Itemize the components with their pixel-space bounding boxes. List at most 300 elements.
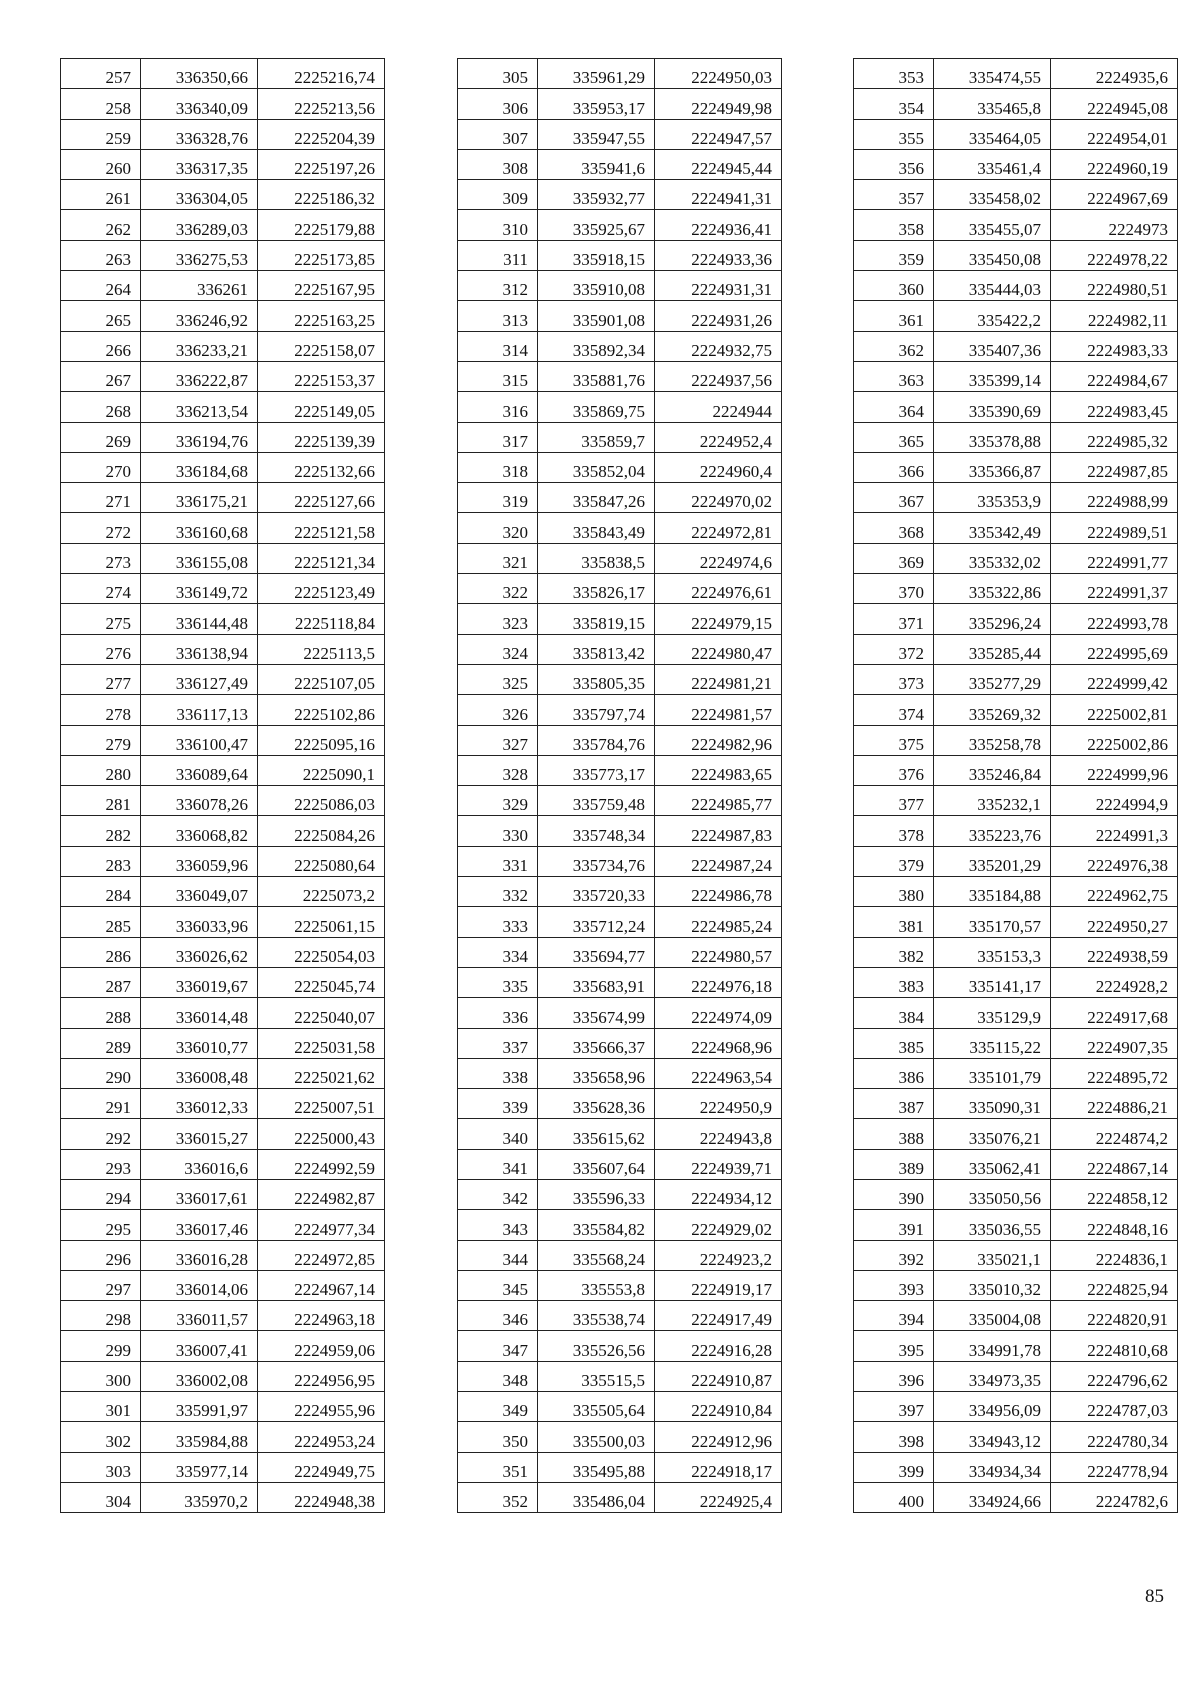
x-coordinate-cell: 336019,67: [141, 967, 258, 997]
table-row: [854, 240, 1178, 270]
table-row: [458, 483, 782, 513]
x-coordinate-cell: 336002,08: [141, 1361, 258, 1391]
point-number-cell: 399: [854, 1452, 934, 1482]
y-coordinate-cell: 2224931,31: [655, 271, 782, 301]
y-coordinate-cell: 2224976,61: [655, 574, 782, 604]
x-coordinate-cell: 335090,31: [934, 1089, 1051, 1119]
point-number-cell: 279: [61, 725, 141, 755]
y-coordinate-cell: 2225021,62: [258, 1058, 385, 1088]
y-coordinate-cell: 2224923,2: [655, 1240, 782, 1270]
point-number-cell: 330: [458, 816, 538, 846]
table-row: [854, 664, 1178, 694]
table-row: [854, 937, 1178, 967]
y-coordinate-cell: 2224952,4: [655, 422, 782, 452]
y-coordinate-cell: 2224988,99: [1051, 483, 1178, 513]
point-number-cell: 357: [854, 180, 934, 210]
x-coordinate-cell: 336049,07: [141, 877, 258, 907]
x-coordinate-cell: 335784,76: [538, 725, 655, 755]
x-coordinate-cell: 335901,08: [538, 301, 655, 331]
y-coordinate-cell: 2224974,09: [655, 998, 782, 1028]
x-coordinate-cell: 335538,74: [538, 1301, 655, 1331]
x-coordinate-cell: 335748,34: [538, 816, 655, 846]
y-coordinate-cell: 2224938,59: [1051, 937, 1178, 967]
point-number-cell: 343: [458, 1210, 538, 1240]
x-coordinate-cell: 336144,48: [141, 604, 258, 634]
x-coordinate-cell: 336261: [141, 271, 258, 301]
x-coordinate-cell: 335813,42: [538, 634, 655, 664]
y-coordinate-cell: 2224979,15: [655, 604, 782, 634]
y-coordinate-cell: 2224962,75: [1051, 877, 1178, 907]
table-row: [458, 392, 782, 422]
table-row: [61, 89, 385, 119]
point-number-cell: 378: [854, 816, 934, 846]
point-number-cell: 268: [61, 392, 141, 422]
table-row: [61, 755, 385, 785]
x-coordinate-cell: 335353,9: [934, 483, 1051, 513]
y-coordinate-cell: 2224939,71: [655, 1149, 782, 1179]
y-coordinate-cell: 2225045,74: [258, 967, 385, 997]
point-number-cell: 394: [854, 1301, 934, 1331]
x-coordinate-cell: 335223,76: [934, 816, 1051, 846]
table-row: [61, 967, 385, 997]
y-coordinate-cell: 2224929,02: [655, 1210, 782, 1240]
y-coordinate-cell: 2224895,72: [1051, 1058, 1178, 1088]
x-coordinate-cell: 336184,68: [141, 452, 258, 482]
table-row: [458, 240, 782, 270]
x-coordinate-cell: 335892,34: [538, 331, 655, 361]
point-number-cell: 316: [458, 392, 538, 422]
table-row: [854, 149, 1178, 179]
point-number-cell: 329: [458, 786, 538, 816]
table-row: [458, 543, 782, 573]
y-coordinate-cell: 2224984,67: [1051, 361, 1178, 391]
point-number-cell: 348: [458, 1361, 538, 1391]
point-number-cell: 301: [61, 1392, 141, 1422]
table-row: [854, 725, 1178, 755]
y-coordinate-cell: 2224936,41: [655, 210, 782, 240]
table-row: [854, 604, 1178, 634]
table-row: [458, 695, 782, 725]
table-row: [458, 1089, 782, 1119]
x-coordinate-cell: 336350,66: [141, 59, 258, 89]
table-row: [854, 1331, 1178, 1361]
table-row: [61, 695, 385, 725]
table-row: [854, 574, 1178, 604]
point-number-cell: 282: [61, 816, 141, 846]
point-number-cell: 295: [61, 1210, 141, 1240]
x-coordinate-cell: 335720,33: [538, 877, 655, 907]
table-row: [458, 1058, 782, 1088]
point-number-cell: 317: [458, 422, 538, 452]
y-coordinate-cell: 2224991,77: [1051, 543, 1178, 573]
table-row: [854, 1210, 1178, 1240]
x-coordinate-cell: 335004,08: [934, 1301, 1051, 1331]
x-coordinate-cell: 336014,06: [141, 1270, 258, 1300]
y-coordinate-cell: 2224858,12: [1051, 1179, 1178, 1209]
x-coordinate-cell: 336160,68: [141, 513, 258, 543]
point-number-cell: 341: [458, 1149, 538, 1179]
x-coordinate-cell: 335847,26: [538, 483, 655, 513]
x-coordinate-cell: 335010,32: [934, 1270, 1051, 1300]
y-coordinate-cell: 2224991,37: [1051, 574, 1178, 604]
x-coordinate-cell: 336138,94: [141, 634, 258, 664]
y-coordinate-cell: 2224960,19: [1051, 149, 1178, 179]
table-row: [854, 907, 1178, 937]
point-number-cell: 321: [458, 543, 538, 573]
y-coordinate-cell: 2224912,96: [655, 1422, 782, 1452]
y-coordinate-cell: 2224925,4: [655, 1482, 782, 1512]
point-number-cell: 367: [854, 483, 934, 513]
point-number-cell: 334: [458, 937, 538, 967]
x-coordinate-cell: 335683,91: [538, 967, 655, 997]
table-row: [854, 1119, 1178, 1149]
y-coordinate-cell: 2224994,9: [1051, 786, 1178, 816]
point-number-cell: 271: [61, 483, 141, 513]
point-number-cell: 312: [458, 271, 538, 301]
x-coordinate-cell: 336017,61: [141, 1179, 258, 1209]
x-coordinate-cell: 335474,55: [934, 59, 1051, 89]
x-coordinate-cell: 335674,99: [538, 998, 655, 1028]
point-number-cell: 347: [458, 1331, 538, 1361]
point-number-cell: 286: [61, 937, 141, 967]
y-coordinate-cell: 2224874,2: [1051, 1119, 1178, 1149]
x-coordinate-cell: 335450,08: [934, 240, 1051, 270]
table-row: [61, 725, 385, 755]
x-coordinate-cell: 335036,55: [934, 1210, 1051, 1240]
y-coordinate-cell: 2224970,02: [655, 483, 782, 513]
point-number-cell: 311: [458, 240, 538, 270]
y-coordinate-cell: 2224955,96: [258, 1392, 385, 1422]
x-coordinate-cell: 335486,04: [538, 1482, 655, 1512]
table-row: [61, 452, 385, 482]
y-coordinate-cell: 2225107,05: [258, 664, 385, 694]
table-row: [458, 1210, 782, 1240]
y-coordinate-cell: 2224945,08: [1051, 89, 1178, 119]
table-row: [458, 1392, 782, 1422]
table-row: [61, 1089, 385, 1119]
point-number-cell: 363: [854, 361, 934, 391]
point-number-cell: 273: [61, 543, 141, 573]
y-coordinate-cell: 2224983,65: [655, 755, 782, 785]
y-coordinate-cell: 2224963,54: [655, 1058, 782, 1088]
point-number-cell: 352: [458, 1482, 538, 1512]
x-coordinate-cell: 335322,86: [934, 574, 1051, 604]
x-coordinate-cell: 335615,62: [538, 1119, 655, 1149]
x-coordinate-cell: 335607,64: [538, 1149, 655, 1179]
x-coordinate-cell: 336289,03: [141, 210, 258, 240]
table-row: [458, 1028, 782, 1058]
x-coordinate-cell: 334924,66: [934, 1482, 1051, 1512]
point-number-cell: 292: [61, 1119, 141, 1149]
table-row: [854, 1149, 1178, 1179]
y-coordinate-cell: 2224937,56: [655, 361, 782, 391]
table-row: [61, 331, 385, 361]
point-number-cell: 262: [61, 210, 141, 240]
point-number-cell: 400: [854, 1482, 934, 1512]
point-number-cell: 266: [61, 331, 141, 361]
table-row: [458, 59, 782, 89]
point-number-cell: 379: [854, 846, 934, 876]
coordinates-table-2: [457, 58, 782, 1513]
x-coordinate-cell: 335505,64: [538, 1392, 655, 1422]
table-row: [458, 1361, 782, 1391]
table-row: [854, 846, 1178, 876]
table-row: [61, 998, 385, 1028]
y-coordinate-cell: 2224959,06: [258, 1331, 385, 1361]
x-coordinate-cell: 335526,56: [538, 1331, 655, 1361]
table-row: [61, 1179, 385, 1209]
table-row: [61, 240, 385, 270]
point-number-cell: 327: [458, 725, 538, 755]
table-row: [458, 119, 782, 149]
table-row: [854, 695, 1178, 725]
y-coordinate-cell: 2224933,36: [655, 240, 782, 270]
y-coordinate-cell: 2224987,24: [655, 846, 782, 876]
x-coordinate-cell: 336016,28: [141, 1240, 258, 1270]
y-coordinate-cell: 2224932,75: [655, 331, 782, 361]
y-coordinate-cell: 2224987,85: [1051, 452, 1178, 482]
y-coordinate-cell: 2224976,38: [1051, 846, 1178, 876]
table-row: [61, 483, 385, 513]
y-coordinate-cell: 2224931,26: [655, 301, 782, 331]
table-row: [458, 149, 782, 179]
table-row: [854, 1361, 1178, 1391]
y-coordinate-cell: 2224917,49: [655, 1301, 782, 1331]
table-row: [458, 271, 782, 301]
x-coordinate-cell: 335332,02: [934, 543, 1051, 573]
x-coordinate-cell: 335246,84: [934, 755, 1051, 785]
x-coordinate-cell: 335129,9: [934, 998, 1051, 1028]
y-coordinate-cell: 2225163,25: [258, 301, 385, 331]
y-coordinate-cell: 2224972,85: [258, 1240, 385, 1270]
y-coordinate-cell: 2225040,07: [258, 998, 385, 1028]
table-row: [61, 1028, 385, 1058]
table-row: [458, 1482, 782, 1512]
point-number-cell: 388: [854, 1119, 934, 1149]
point-number-cell: 354: [854, 89, 934, 119]
point-number-cell: 325: [458, 664, 538, 694]
table-row: [458, 574, 782, 604]
point-number-cell: 280: [61, 755, 141, 785]
table-row: [458, 937, 782, 967]
point-number-cell: 305: [458, 59, 538, 89]
x-coordinate-cell: 335455,07: [934, 210, 1051, 240]
x-coordinate-cell: 336008,48: [141, 1058, 258, 1088]
table-row: [854, 452, 1178, 482]
x-coordinate-cell: 335947,55: [538, 119, 655, 149]
table-row: [458, 1119, 782, 1149]
x-coordinate-cell: 336026,62: [141, 937, 258, 967]
point-number-cell: 371: [854, 604, 934, 634]
y-coordinate-cell: 2224983,45: [1051, 392, 1178, 422]
table-row: [854, 1089, 1178, 1119]
table-row: [61, 1331, 385, 1361]
x-coordinate-cell: 335184,88: [934, 877, 1051, 907]
table-row: [458, 907, 782, 937]
y-coordinate-cell: 2225090,1: [258, 755, 385, 785]
y-coordinate-cell: 2224974,6: [655, 543, 782, 573]
y-coordinate-cell: 2224972,81: [655, 513, 782, 543]
table-row: [854, 301, 1178, 331]
x-coordinate-cell: 334991,78: [934, 1331, 1051, 1361]
point-number-cell: 288: [61, 998, 141, 1028]
table-row: [458, 725, 782, 755]
y-coordinate-cell: 2225102,86: [258, 695, 385, 725]
y-coordinate-cell: 2224949,75: [258, 1452, 385, 1482]
point-number-cell: 353: [854, 59, 934, 89]
point-number-cell: 297: [61, 1270, 141, 1300]
y-coordinate-cell: 2224982,87: [258, 1179, 385, 1209]
y-coordinate-cell: 2224981,21: [655, 664, 782, 694]
table-row: [61, 119, 385, 149]
point-number-cell: 385: [854, 1028, 934, 1058]
x-coordinate-cell: 335399,14: [934, 361, 1051, 391]
table-row: [61, 846, 385, 876]
point-number-cell: 274: [61, 574, 141, 604]
y-coordinate-cell: 2224917,68: [1051, 998, 1178, 1028]
point-number-cell: 260: [61, 149, 141, 179]
y-coordinate-cell: 2224973: [1051, 210, 1178, 240]
x-coordinate-cell: 335797,74: [538, 695, 655, 725]
point-number-cell: 307: [458, 119, 538, 149]
x-coordinate-cell: 335984,88: [141, 1422, 258, 1452]
x-coordinate-cell: 335666,37: [538, 1028, 655, 1058]
point-number-cell: 368: [854, 513, 934, 543]
y-coordinate-cell: 2224916,28: [655, 1331, 782, 1361]
y-coordinate-cell: 2224950,9: [655, 1089, 782, 1119]
y-coordinate-cell: 2225095,16: [258, 725, 385, 755]
table-row: [854, 1270, 1178, 1300]
y-coordinate-cell: 2225061,15: [258, 907, 385, 937]
x-coordinate-cell: 335843,49: [538, 513, 655, 543]
point-number-cell: 294: [61, 1179, 141, 1209]
y-coordinate-cell: 2224796,62: [1051, 1361, 1178, 1391]
y-coordinate-cell: 2225186,32: [258, 180, 385, 210]
point-number-cell: 304: [61, 1482, 141, 1512]
point-number-cell: 315: [458, 361, 538, 391]
table-row: [458, 1452, 782, 1482]
y-coordinate-cell: 2224934,12: [655, 1179, 782, 1209]
y-coordinate-cell: 2224780,34: [1051, 1422, 1178, 1452]
table-row: [854, 1422, 1178, 1452]
point-number-cell: 355: [854, 119, 934, 149]
point-number-cell: 300: [61, 1361, 141, 1391]
y-coordinate-cell: 2224954,01: [1051, 119, 1178, 149]
y-coordinate-cell: 2224836,1: [1051, 1240, 1178, 1270]
point-number-cell: 398: [854, 1422, 934, 1452]
x-coordinate-cell: 336078,26: [141, 786, 258, 816]
point-number-cell: 372: [854, 634, 934, 664]
y-coordinate-cell: 2224941,31: [655, 180, 782, 210]
table-row: [61, 180, 385, 210]
table-row: [854, 392, 1178, 422]
y-coordinate-cell: 2225173,85: [258, 240, 385, 270]
table-row: [458, 846, 782, 876]
x-coordinate-cell: 336275,53: [141, 240, 258, 270]
x-coordinate-cell: 335805,35: [538, 664, 655, 694]
y-coordinate-cell: 2224999,96: [1051, 755, 1178, 785]
y-coordinate-cell: 2225121,34: [258, 543, 385, 573]
y-coordinate-cell: 2224985,24: [655, 907, 782, 937]
table-row: [61, 392, 385, 422]
y-coordinate-cell: 2224950,27: [1051, 907, 1178, 937]
x-coordinate-cell: 335378,88: [934, 422, 1051, 452]
table-row: [61, 786, 385, 816]
y-coordinate-cell: 2225086,03: [258, 786, 385, 816]
y-coordinate-cell: 2224953,24: [258, 1422, 385, 1452]
point-number-cell: 384: [854, 998, 934, 1028]
x-coordinate-cell: 336127,49: [141, 664, 258, 694]
y-coordinate-cell: 2225132,66: [258, 452, 385, 482]
table-row: [458, 331, 782, 361]
x-coordinate-cell: 335970,2: [141, 1482, 258, 1512]
x-coordinate-cell: 336059,96: [141, 846, 258, 876]
y-coordinate-cell: 2224907,35: [1051, 1028, 1178, 1058]
point-number-cell: 281: [61, 786, 141, 816]
point-number-cell: 277: [61, 664, 141, 694]
x-coordinate-cell: 336304,05: [141, 180, 258, 210]
table-row: [458, 89, 782, 119]
x-coordinate-cell: 335201,29: [934, 846, 1051, 876]
point-number-cell: 391: [854, 1210, 934, 1240]
table-row: [854, 786, 1178, 816]
table-row: [61, 1058, 385, 1088]
point-number-cell: 365: [854, 422, 934, 452]
table-row: [854, 967, 1178, 997]
point-number-cell: 350: [458, 1422, 538, 1452]
point-number-cell: 319: [458, 483, 538, 513]
x-coordinate-cell: 336246,92: [141, 301, 258, 331]
table-row: [458, 877, 782, 907]
table-row: [61, 1392, 385, 1422]
x-coordinate-cell: 336012,33: [141, 1089, 258, 1119]
x-coordinate-cell: 335596,33: [538, 1179, 655, 1209]
point-number-cell: 390: [854, 1179, 934, 1209]
point-number-cell: 342: [458, 1179, 538, 1209]
y-coordinate-cell: 2224950,03: [655, 59, 782, 89]
point-number-cell: 323: [458, 604, 538, 634]
table-row: [61, 210, 385, 240]
y-coordinate-cell: 2224989,51: [1051, 513, 1178, 543]
point-number-cell: 362: [854, 331, 934, 361]
x-coordinate-cell: 336033,96: [141, 907, 258, 937]
x-coordinate-cell: 335277,29: [934, 664, 1051, 694]
y-coordinate-cell: 2224991,3: [1051, 816, 1178, 846]
x-coordinate-cell: 334934,34: [934, 1452, 1051, 1482]
point-number-cell: 380: [854, 877, 934, 907]
point-number-cell: 272: [61, 513, 141, 543]
table-row: [458, 210, 782, 240]
x-coordinate-cell: 335925,67: [538, 210, 655, 240]
table-row: [854, 1058, 1178, 1088]
table-row: [458, 664, 782, 694]
x-coordinate-cell: 336011,57: [141, 1301, 258, 1331]
table-row: [61, 937, 385, 967]
table-row: [458, 180, 782, 210]
point-number-cell: 306: [458, 89, 538, 119]
point-number-cell: 397: [854, 1392, 934, 1422]
y-coordinate-cell: 2225123,49: [258, 574, 385, 604]
point-number-cell: 360: [854, 271, 934, 301]
x-coordinate-cell: 335734,76: [538, 846, 655, 876]
table-row: [458, 1301, 782, 1331]
y-coordinate-cell: 2224943,8: [655, 1119, 782, 1149]
y-coordinate-cell: 2225002,86: [1051, 725, 1178, 755]
point-number-cell: 257: [61, 59, 141, 89]
y-coordinate-cell: 2224960,4: [655, 452, 782, 482]
table-row: [458, 634, 782, 664]
y-coordinate-cell: 2225179,88: [258, 210, 385, 240]
